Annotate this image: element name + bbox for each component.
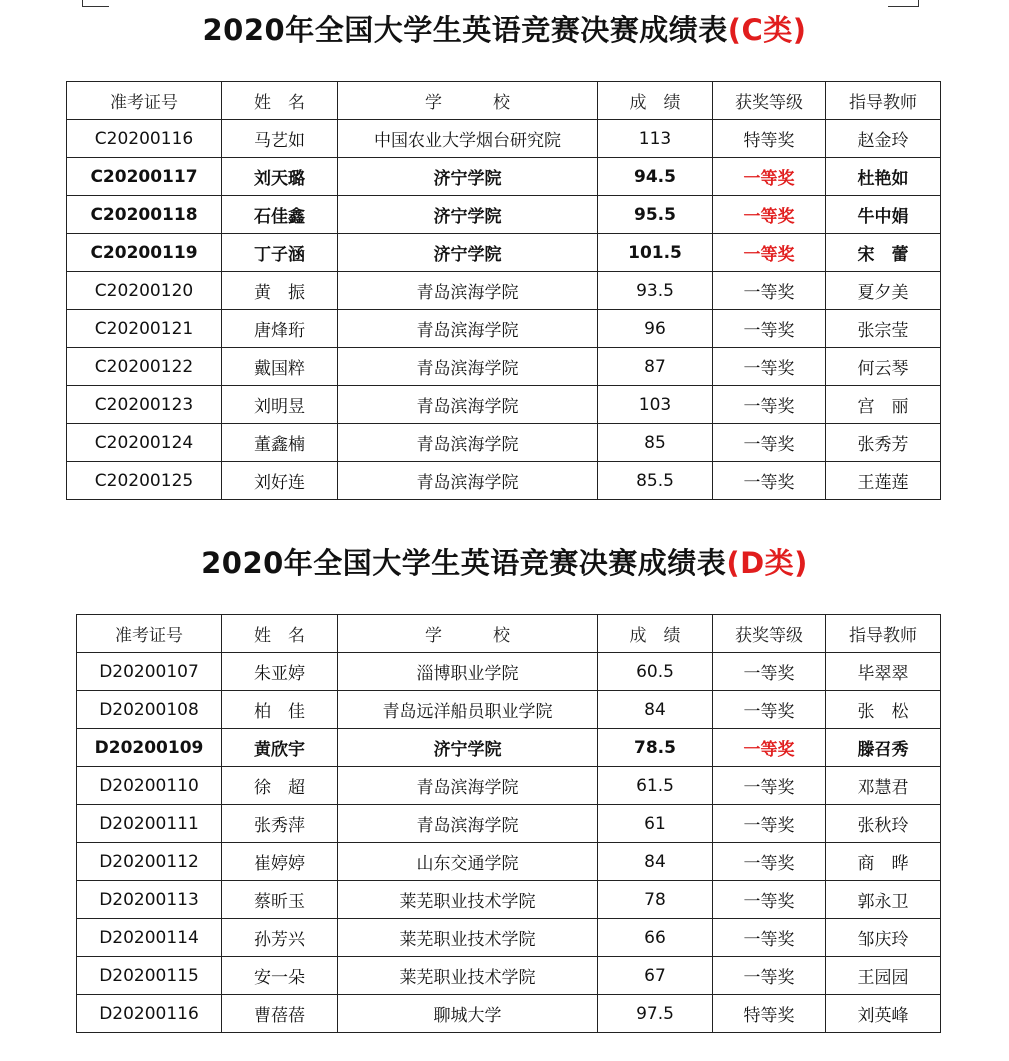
exam-id-cell: C20200119 <box>67 234 222 272</box>
award-cell: 一等奖 <box>713 424 826 462</box>
name-cell: 柏 佳 <box>222 691 338 729</box>
name-cell: 董鑫楠 <box>222 424 338 462</box>
advisor-cell: 何云琴 <box>826 348 941 386</box>
award-cell: 一等奖 <box>713 272 826 310</box>
header-school: 学 校 <box>338 615 598 653</box>
score-cell: 67 <box>598 957 713 995</box>
name-cell: 石佳鑫 <box>222 196 338 234</box>
school-cell: 青岛滨海学院 <box>338 310 598 348</box>
award-cell: 特等奖 <box>713 120 826 158</box>
score-cell: 60.5 <box>598 653 713 691</box>
advisor-cell: 郭永卫 <box>826 881 941 919</box>
score-cell: 61.5 <box>598 767 713 805</box>
advisor-cell: 赵金玲 <box>826 120 941 158</box>
header-school: 学 校 <box>338 82 598 120</box>
advisor-cell: 王莲莲 <box>826 462 941 500</box>
exam-id-cell: C20200125 <box>67 462 222 500</box>
score-cell: 101.5 <box>598 234 713 272</box>
award-cell: 一等奖 <box>713 310 826 348</box>
name-cell: 安一朵 <box>222 957 338 995</box>
table-row <box>67 462 941 500</box>
table-row <box>77 843 941 881</box>
advisor-cell: 张秋玲 <box>826 805 941 843</box>
advisor-cell: 毕翠翠 <box>826 653 941 691</box>
award-cell: 一等奖 <box>713 653 826 691</box>
school-cell: 青岛远洋船员职业学院 <box>338 691 598 729</box>
exam-id-cell: C20200121 <box>67 310 222 348</box>
name-cell: 朱亚婷 <box>222 653 338 691</box>
table-d-header-row <box>77 615 941 653</box>
name-cell: 蔡昕玉 <box>222 881 338 919</box>
exam-id-cell: C20200124 <box>67 424 222 462</box>
table-row <box>77 729 941 767</box>
name-cell: 黄欣宇 <box>222 729 338 767</box>
advisor-cell: 刘英峰 <box>826 995 941 1033</box>
name-cell: 黄 振 <box>222 272 338 310</box>
school-cell: 青岛滨海学院 <box>338 462 598 500</box>
exam-id-cell: D20200108 <box>77 691 222 729</box>
award-cell: 一等奖 <box>713 957 826 995</box>
school-cell: 济宁学院 <box>338 196 598 234</box>
score-cell: 66 <box>598 919 713 957</box>
table-d-title <box>0 541 1009 582</box>
score-cell: 78.5 <box>598 729 713 767</box>
name-cell: 曹蓓蓓 <box>222 995 338 1033</box>
score-cell: 113 <box>598 120 713 158</box>
exam-id-cell: D20200114 <box>77 919 222 957</box>
table-row <box>77 995 941 1033</box>
header-award-level: 获奖等级 <box>713 615 826 653</box>
table-row <box>67 386 941 424</box>
advisor-cell: 牛中娟 <box>826 196 941 234</box>
advisor-cell: 邓慧君 <box>826 767 941 805</box>
score-cell: 93.5 <box>598 272 713 310</box>
table-row <box>67 120 941 158</box>
advisor-cell: 杜艳如 <box>826 158 941 196</box>
school-cell: 中国农业大学烟台研究院 <box>338 120 598 158</box>
school-cell: 莱芜职业技术学院 <box>338 881 598 919</box>
award-cell: 一等奖 <box>713 767 826 805</box>
table-row <box>77 805 941 843</box>
award-cell: 一等奖 <box>713 881 826 919</box>
exam-id-cell: C20200122 <box>67 348 222 386</box>
score-cell: 85.5 <box>598 462 713 500</box>
score-cell: 84 <box>598 691 713 729</box>
table-row <box>67 424 941 462</box>
header-name: 姓 名 <box>222 615 338 653</box>
award-cell: 一等奖 <box>713 386 826 424</box>
table-c-header-row <box>67 82 941 120</box>
advisor-cell: 张宗莹 <box>826 310 941 348</box>
exam-id-cell: C20200116 <box>67 120 222 158</box>
table-row <box>77 691 941 729</box>
table-c-title <box>0 8 1009 49</box>
header-advisor: 指导教师 <box>826 82 941 120</box>
exam-id-cell: D20200109 <box>77 729 222 767</box>
name-cell: 刘天璐 <box>222 158 338 196</box>
advisor-cell: 王园园 <box>826 957 941 995</box>
award-cell: 一等奖 <box>713 919 826 957</box>
score-cell: 94.5 <box>598 158 713 196</box>
table-c-body <box>67 120 941 500</box>
award-cell: 一等奖 <box>713 158 826 196</box>
advisor-cell: 宫 丽 <box>826 386 941 424</box>
name-cell: 孙芳兴 <box>222 919 338 957</box>
school-cell: 聊城大学 <box>338 995 598 1033</box>
exam-id-cell: D20200110 <box>77 767 222 805</box>
table-row <box>77 881 941 919</box>
school-cell: 青岛滨海学院 <box>338 424 598 462</box>
table-row <box>77 957 941 995</box>
table-row <box>77 767 941 805</box>
name-cell: 马艺如 <box>222 120 338 158</box>
table-row <box>67 348 941 386</box>
score-cell: 85 <box>598 424 713 462</box>
school-cell: 淄博职业学院 <box>338 653 598 691</box>
top-right-border-fragment <box>888 0 919 7</box>
table-d-title-main: 2020年全国大学生英语竞赛决赛成绩表 <box>201 546 727 580</box>
name-cell: 徐 超 <box>222 767 338 805</box>
table-c-title-category: (C类) <box>727 13 807 47</box>
school-cell: 青岛滨海学院 <box>338 348 598 386</box>
table-row <box>77 653 941 691</box>
score-cell: 84 <box>598 843 713 881</box>
name-cell: 张秀萍 <box>222 805 338 843</box>
table-d <box>76 614 941 1033</box>
award-cell: 一等奖 <box>713 196 826 234</box>
exam-id-cell: D20200113 <box>77 881 222 919</box>
award-cell: 特等奖 <box>713 995 826 1033</box>
exam-id-cell: C20200120 <box>67 272 222 310</box>
exam-id-cell: D20200111 <box>77 805 222 843</box>
award-cell: 一等奖 <box>713 462 826 500</box>
score-cell: 97.5 <box>598 995 713 1033</box>
exam-id-cell: C20200118 <box>67 196 222 234</box>
table-d-body <box>77 653 941 1033</box>
advisor-cell: 邹庆玲 <box>826 919 941 957</box>
header-advisor: 指导教师 <box>826 615 941 653</box>
name-cell: 戴国粹 <box>222 348 338 386</box>
table-d-title-category: (D类) <box>726 546 808 580</box>
award-cell: 一等奖 <box>713 729 826 767</box>
header-score: 成 绩 <box>598 615 713 653</box>
name-cell: 刘好连 <box>222 462 338 500</box>
school-cell: 山东交通学院 <box>338 843 598 881</box>
award-cell: 一等奖 <box>713 348 826 386</box>
header-exam-id: 准考证号 <box>67 82 222 120</box>
table-c <box>66 81 941 500</box>
school-cell: 莱芜职业技术学院 <box>338 919 598 957</box>
award-cell: 一等奖 <box>713 843 826 881</box>
award-cell: 一等奖 <box>713 691 826 729</box>
advisor-cell: 商 晔 <box>826 843 941 881</box>
score-cell: 96 <box>598 310 713 348</box>
award-cell: 一等奖 <box>713 805 826 843</box>
header-award-level: 获奖等级 <box>713 82 826 120</box>
header-score: 成 绩 <box>598 82 713 120</box>
table-row <box>67 272 941 310</box>
advisor-cell: 张秀芳 <box>826 424 941 462</box>
exam-id-cell: D20200115 <box>77 957 222 995</box>
name-cell: 唐烽珩 <box>222 310 338 348</box>
school-cell: 莱芜职业技术学院 <box>338 957 598 995</box>
school-cell: 济宁学院 <box>338 158 598 196</box>
exam-id-cell: C20200117 <box>67 158 222 196</box>
exam-id-cell: D20200107 <box>77 653 222 691</box>
school-cell: 青岛滨海学院 <box>338 805 598 843</box>
exam-id-cell: D20200112 <box>77 843 222 881</box>
school-cell: 青岛滨海学院 <box>338 767 598 805</box>
advisor-cell: 滕召秀 <box>826 729 941 767</box>
advisor-cell: 宋 蕾 <box>826 234 941 272</box>
table-row <box>67 310 941 348</box>
name-cell: 崔婷婷 <box>222 843 338 881</box>
name-cell: 丁子涵 <box>222 234 338 272</box>
table-row <box>67 234 941 272</box>
school-cell: 青岛滨海学院 <box>338 386 598 424</box>
table-row <box>77 919 941 957</box>
score-cell: 87 <box>598 348 713 386</box>
table-row <box>67 196 941 234</box>
score-cell: 78 <box>598 881 713 919</box>
header-name: 姓 名 <box>222 82 338 120</box>
exam-id-cell: D20200116 <box>77 995 222 1033</box>
score-cell: 103 <box>598 386 713 424</box>
school-cell: 济宁学院 <box>338 234 598 272</box>
table-c-title-main: 2020年全国大学生英语竞赛决赛成绩表 <box>202 13 728 47</box>
header-exam-id: 准考证号 <box>77 615 222 653</box>
table-row <box>67 158 941 196</box>
top-left-border-fragment <box>82 0 109 7</box>
award-cell: 一等奖 <box>713 234 826 272</box>
advisor-cell: 张 松 <box>826 691 941 729</box>
school-cell: 济宁学院 <box>338 729 598 767</box>
name-cell: 刘明昱 <box>222 386 338 424</box>
school-cell: 青岛滨海学院 <box>338 272 598 310</box>
score-cell: 61 <box>598 805 713 843</box>
score-cell: 95.5 <box>598 196 713 234</box>
exam-id-cell: C20200123 <box>67 386 222 424</box>
advisor-cell: 夏夕美 <box>826 272 941 310</box>
